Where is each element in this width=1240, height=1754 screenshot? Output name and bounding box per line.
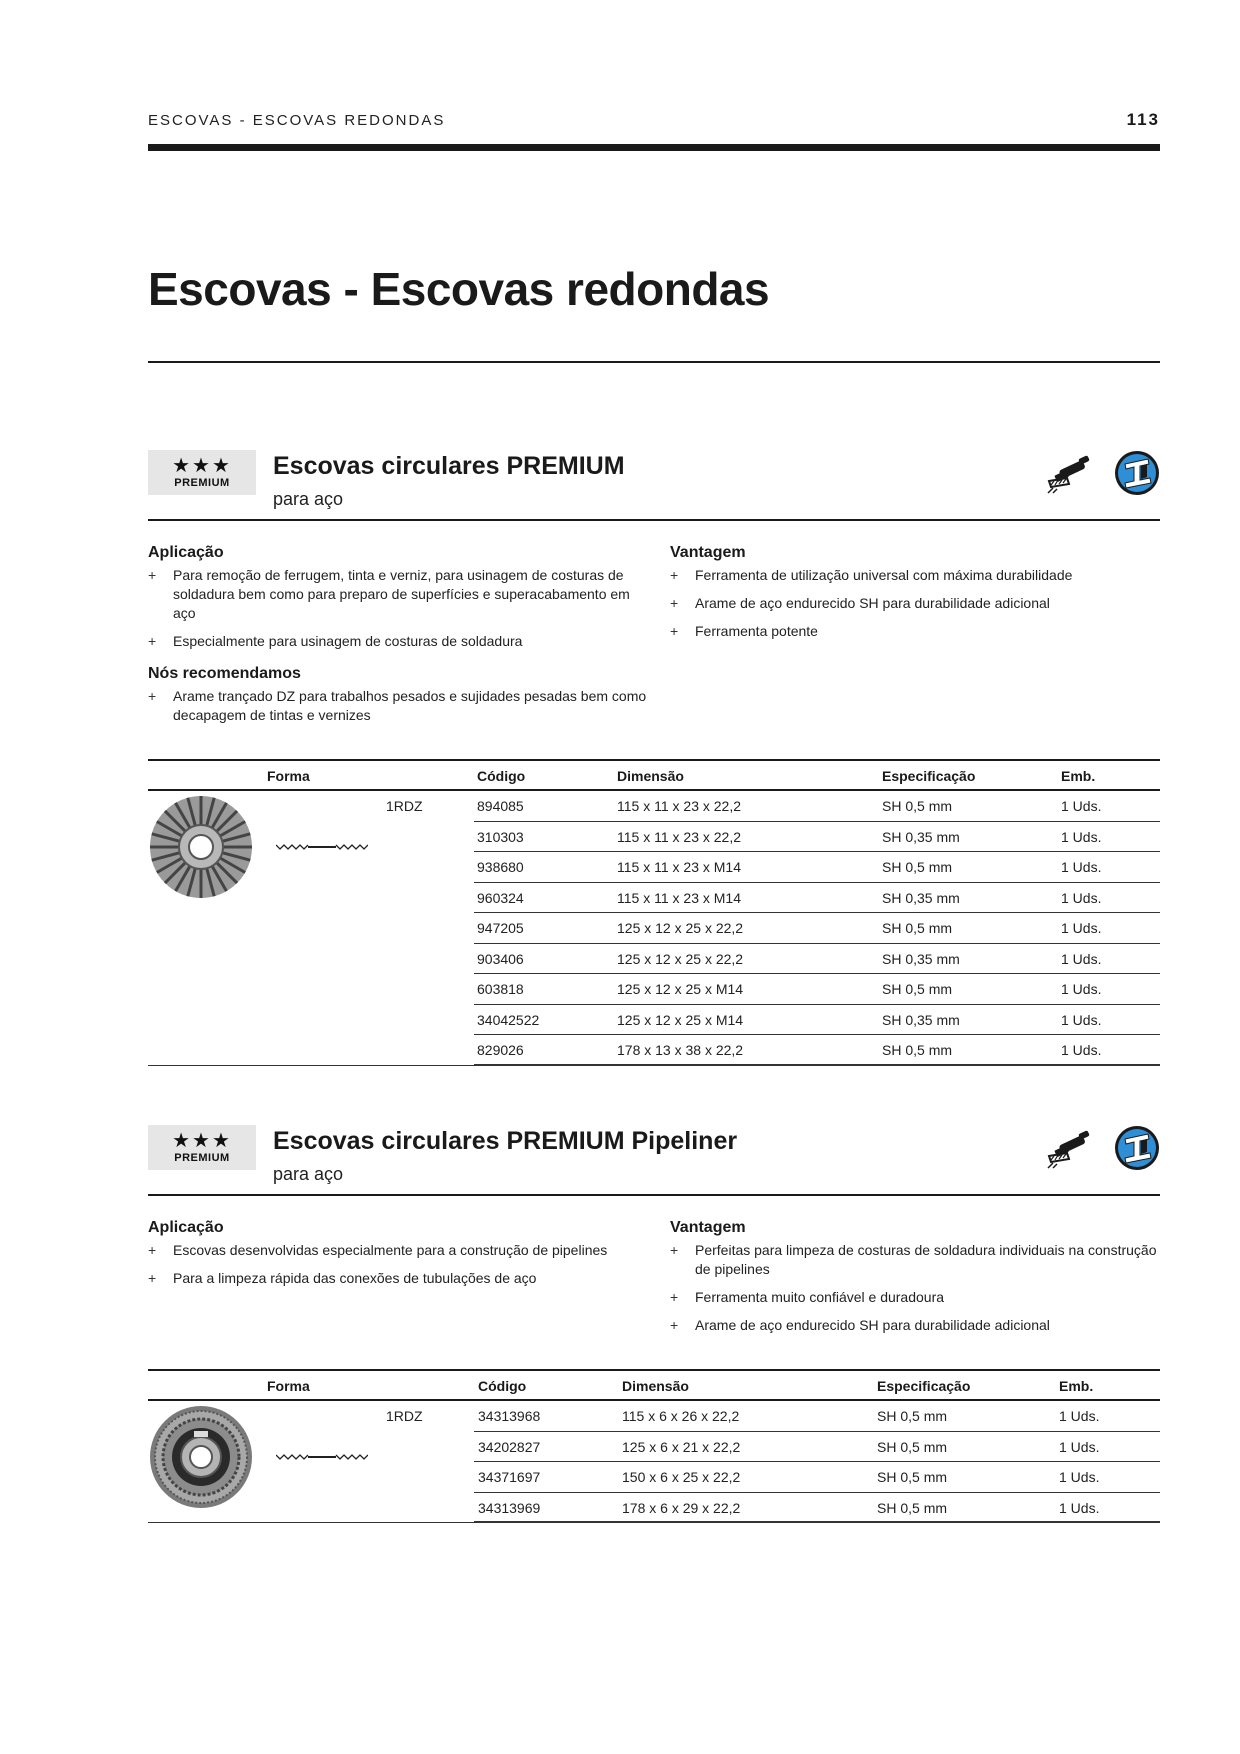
advantage-item: + Arame de aço endurecido SH para durabilidade adicional <box>670 1317 1050 1333</box>
section-title: Escovas circulares PREMIUM Pipeliner <box>273 1127 738 1155</box>
col-forma: Forma <box>267 1378 310 1394</box>
badge-stars: ★★★ <box>172 455 232 477</box>
header-divider <box>148 144 1160 151</box>
section-subtitle: para aço <box>273 489 344 509</box>
application-item: + Escovas desenvolvidas especialmente para a construção de pipelines <box>148 1242 608 1258</box>
table-body <box>148 1401 1160 1523</box>
application-item: + Para remoção de ferrugem, tinta e verniz, para usinagem de costuras de soldadura bem como para preparo de superfícies e superacabamento em aço <box>148 567 630 621</box>
table-row: 903406 125 x 12 x 25 x 22,2 SH 0,35 mm 1 Uds. <box>474 944 1160 975</box>
table-row: 603818 125 x 12 x 25 x M14 SH 0,5 mm 1 Uds. <box>474 974 1160 1005</box>
application-block <box>148 1219 653 1297</box>
form-cell <box>148 791 474 1066</box>
col-especificacao: Especificação <box>882 768 976 784</box>
advantage-item: + Ferramenta de utilização universal com máxima durabilidade <box>670 567 1073 583</box>
col-dimensao: Dimensão <box>622 1378 689 1394</box>
table-row: 310303 115 x 11 x 23 x 22,2 SH 0,35 mm 1 Uds. <box>474 822 1160 853</box>
table-row: 894085 115 x 11 x 23 x 22,2 SH 0,5 mm 1 Uds. <box>474 791 1160 822</box>
product-table <box>148 1369 1160 1523</box>
section-divider <box>148 519 1160 521</box>
advantage-heading: Vantagem <box>670 544 746 561</box>
col-emb: Emb. <box>1059 1378 1094 1394</box>
advantage-item: + Ferramenta potente <box>670 623 818 639</box>
table-row: 34313969 178 x 6 x 29 x 22,2 SH 0,5 mm 1 Uds. <box>474 1493 1160 1524</box>
steel-material-icon <box>1114 1125 1160 1171</box>
section-divider <box>148 1194 1160 1196</box>
running-header <box>148 112 1160 136</box>
knot-wire-brush-image <box>148 794 254 900</box>
angle-grinder-icon <box>1045 451 1091 497</box>
recommend-block <box>148 665 653 734</box>
table-row: 34042522 125 x 12 x 25 x M14 SH 0,35 mm 1 Uds. <box>474 1005 1160 1036</box>
application-block <box>148 544 653 660</box>
product-table <box>148 759 1160 1066</box>
table-row: 947205 125 x 12 x 25 x 22,2 SH 0,5 mm 1 Uds. <box>474 913 1160 944</box>
col-emb: Emb. <box>1061 768 1096 784</box>
running-title: ESCOVAS - ESCOVAS REDONDAS <box>148 112 446 129</box>
col-especificacao: Especificação <box>877 1378 971 1394</box>
page-number: 113 <box>1126 110 1160 129</box>
application-heading: Aplicação <box>148 544 224 561</box>
col-codigo: Código <box>478 1378 527 1394</box>
form-type: 1RDZ <box>386 1408 423 1424</box>
advantage-item: + Arame de aço endurecido SH para durabilidade adicional <box>670 595 1050 611</box>
table-row: 34202827 125 x 6 x 21 x 22,2 SH 0,5 mm 1 Uds. <box>474 1432 1160 1463</box>
form-cell <box>148 1401 474 1523</box>
badge-label: PREMIUM <box>174 477 230 489</box>
section-title: Escovas circulares PREMIUM <box>273 452 625 480</box>
page-title: Escovas - Escovas redondas <box>148 263 770 315</box>
recommend-item: + Arame trançado DZ para trabalhos pesados e sujidades pesadas bem como decapagem de tintas e vernizes <box>148 688 647 723</box>
table-header <box>148 759 1160 791</box>
table-header <box>148 1369 1160 1401</box>
steel-material-icon <box>1114 450 1160 496</box>
table-row: 34371697 150 x 6 x 25 x 22,2 SH 0,5 mm 1 Uds. <box>474 1462 1160 1493</box>
advantage-block <box>670 544 1175 650</box>
section-subtitle: para aço <box>273 1164 344 1184</box>
application-heading: Aplicação <box>148 1219 224 1236</box>
badge-label: PREMIUM <box>174 1152 230 1164</box>
premium-badge <box>148 450 256 495</box>
angle-grinder-icon <box>1045 1126 1091 1172</box>
application-item: + Especialmente para usinagem de costuras de soldadura <box>148 633 523 649</box>
col-dimensao: Dimensão <box>617 768 684 784</box>
col-codigo: Código <box>477 768 526 784</box>
table-row: 34313968 115 x 6 x 26 x 22,2 SH 0,5 mm 1 Uds. <box>474 1401 1160 1432</box>
premium-badge <box>148 1125 256 1170</box>
form-type: 1RDZ <box>386 798 423 814</box>
advantage-heading: Vantagem <box>670 1219 746 1236</box>
application-item: + Para a limpeza rápida das conexões de tubulações de aço <box>148 1270 537 1286</box>
col-forma: Forma <box>267 768 310 784</box>
pipeliner-brush-image <box>148 1404 254 1510</box>
advantage-item: + Ferramenta muito confiável e duradoura <box>670 1289 945 1305</box>
table-row: 938680 115 x 11 x 23 x M14 SH 0,5 mm 1 Uds. <box>474 852 1160 883</box>
title-divider <box>148 361 1160 363</box>
brush-profile-diagram <box>276 1453 368 1461</box>
recommend-heading: Nós recomendamos <box>148 665 301 682</box>
advantage-item: + Perfeitas para limpeza de costuras de soldadura individuais na construção de pipelines <box>670 1242 1157 1277</box>
table-row: 960324 115 x 11 x 23 x M14 SH 0,35 mm 1 Uds. <box>474 883 1160 914</box>
table-body <box>148 791 1160 1066</box>
brush-profile-diagram <box>276 843 368 851</box>
advantage-block <box>670 1219 1175 1344</box>
table-row: 829026 178 x 13 x 38 x 22,2 SH 0,5 mm 1 Uds. <box>474 1035 1160 1066</box>
badge-stars: ★★★ <box>172 1130 232 1152</box>
